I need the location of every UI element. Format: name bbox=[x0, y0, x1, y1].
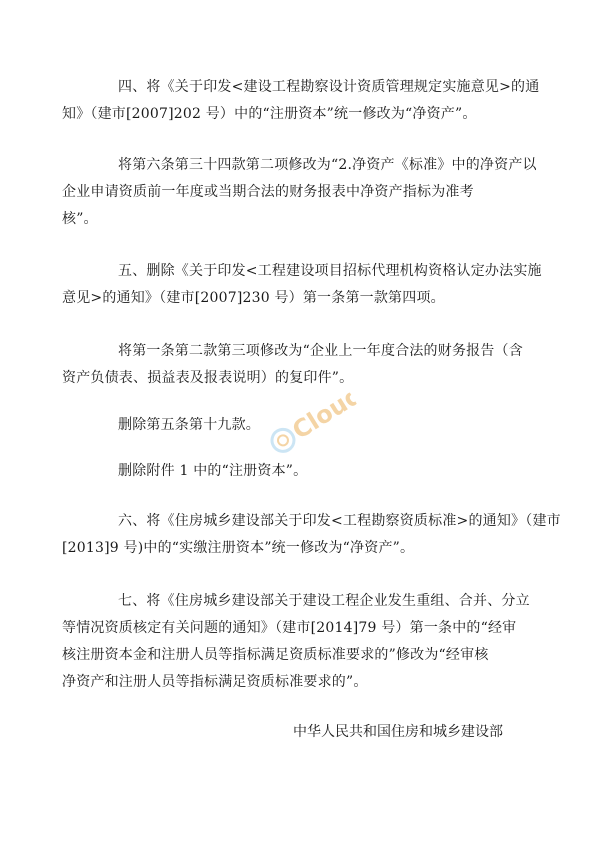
paragraph-4-amendment bbox=[62, 152, 537, 233]
paragraph-5 bbox=[62, 258, 542, 312]
text-line: 将第六条第三十四款第二项修改为“2.净资产《标准》中的净资产以 bbox=[118, 157, 537, 173]
text-line: 四、将《关于印发<建设工程勘察设计资质管理规定实施意见>的通 bbox=[118, 79, 540, 95]
text-line: 净资产和注册人员等指标满足资质标准要求的”。 bbox=[62, 674, 368, 690]
text-line: 核”。 bbox=[62, 211, 98, 227]
text-line: 等情况资质核定有关问题的通知》（建市[2014]79 号）第一条中的“经审 bbox=[62, 620, 517, 636]
text-line: 删除附件 1 中的“注册资本”。 bbox=[118, 463, 308, 479]
text-line: 核注册资本金和注册人员等指标满足资质标准要求的”修改为“经审核 bbox=[62, 647, 489, 663]
issuer-signature: 中华人民共和国住房和城乡建设部 bbox=[293, 724, 503, 740]
text-line: 七、将《住房城乡建设部关于建设工程企业发生重组、合并、分立 bbox=[118, 593, 530, 609]
text-line: 意见>的通知》（建市[2007]230 号）第一条第一款第四项。 bbox=[62, 290, 445, 306]
text-line: 企业申请资质前一年度或当期合法的财务报表中净资产指标为准考 bbox=[62, 184, 474, 200]
text-line: 资产负债表、损益表及报表说明）的复印件”。 bbox=[62, 370, 354, 386]
text-line: 五、删除《关于印发<工程建设项目招标代理机构资格认定办法实施 bbox=[118, 263, 542, 279]
text-line: 知》（建市[2007]202 号）中的“注册资本”统一修改为“净资产”。 bbox=[62, 106, 477, 122]
paragraph-6 bbox=[62, 508, 561, 562]
text-line: 将第一条第二款第三项修改为“企业上一年度合法的财务报告（含 bbox=[118, 343, 523, 359]
paragraph-4 bbox=[62, 74, 540, 128]
text-line: [2013]9 号)中的“实缴注册资本”统一修改为“净资产”。 bbox=[62, 540, 415, 556]
svg-text:Cloud: Cloud bbox=[287, 380, 368, 445]
text-line: 六、将《住房城乡建设部关于印发<工程勘察资质标准>的通知》（建市 bbox=[118, 513, 561, 529]
paragraph-7 bbox=[62, 588, 530, 696]
text-line: 删除第五条第十九款。 bbox=[118, 417, 260, 433]
